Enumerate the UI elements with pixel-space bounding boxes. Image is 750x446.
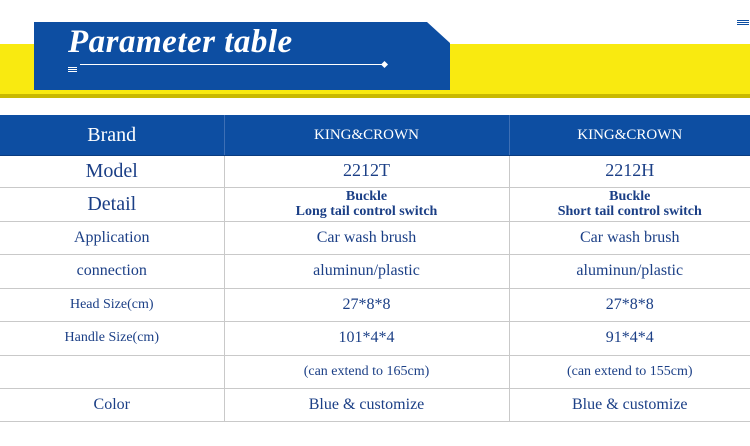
parameter-table xyxy=(0,115,750,422)
cell-detail-2212h xyxy=(509,187,750,221)
cell-color-2212h: Blue & customize xyxy=(509,388,750,421)
cell-brand-2212h: KING&CROWN xyxy=(509,115,750,155)
cell-color-2212t: Blue & customize xyxy=(224,388,509,421)
cell-handle-size-2212t: 101*4*4 xyxy=(224,321,509,355)
cell-connection-2212h: aluminun/plastic xyxy=(509,254,750,288)
table-row-detail xyxy=(0,187,750,221)
row-label-connection: connection xyxy=(0,254,224,288)
menu-bars-icon xyxy=(68,67,77,73)
row-label-application: Application xyxy=(0,221,224,254)
cell-connection-2212t: aluminun/plastic xyxy=(224,254,509,288)
cell-brand-2212t: KING&CROWN xyxy=(224,115,509,155)
cell-head-size-2212h: 27*8*8 xyxy=(509,288,750,321)
row-label-handle-size: Handle Size(cm) xyxy=(0,321,224,355)
table-row-connection xyxy=(0,254,750,288)
cell-extend-2212t: (can extend to 165cm) xyxy=(224,355,509,388)
cell-extend-2212h: (can extend to 155cm) xyxy=(509,355,750,388)
cell-model-2212t: 2212T xyxy=(224,155,509,187)
row-label-head-size: Head Size(cm) xyxy=(0,288,224,321)
table-row-application xyxy=(0,221,750,254)
cell-detail-2212t xyxy=(224,187,509,221)
cell-head-size-2212t: 27*8*8 xyxy=(224,288,509,321)
table-row-color xyxy=(0,388,750,421)
row-label-extend xyxy=(0,355,224,388)
detail-line-2: Long tail control switch xyxy=(295,204,438,219)
row-label-detail: Detail xyxy=(0,187,224,221)
page-title: Parameter table xyxy=(68,24,293,60)
yellow-band-shadow xyxy=(0,94,750,98)
table-row-extend xyxy=(0,355,750,388)
title-underline xyxy=(80,64,384,65)
table-row-brand xyxy=(0,115,750,155)
detail-line-2: Short tail control switch xyxy=(557,204,702,219)
detail-line-1: Buckle xyxy=(609,188,651,204)
cell-handle-size-2212h: 91*4*4 xyxy=(509,321,750,355)
row-label-brand: Brand xyxy=(0,115,224,155)
corner-menu-bars-icon xyxy=(737,20,749,26)
table-row-head-size xyxy=(0,288,750,321)
header-banner xyxy=(0,0,750,108)
row-label-color: Color xyxy=(0,388,224,421)
table-row-handle-size xyxy=(0,321,750,355)
table-row-model xyxy=(0,155,750,187)
cell-model-2212h: 2212H xyxy=(509,155,750,187)
detail-line-1: Buckle xyxy=(345,188,388,204)
cell-application-2212h: Car wash brush xyxy=(509,221,750,254)
row-label-model: Model xyxy=(0,155,224,187)
cell-application-2212t: Car wash brush xyxy=(224,221,509,254)
